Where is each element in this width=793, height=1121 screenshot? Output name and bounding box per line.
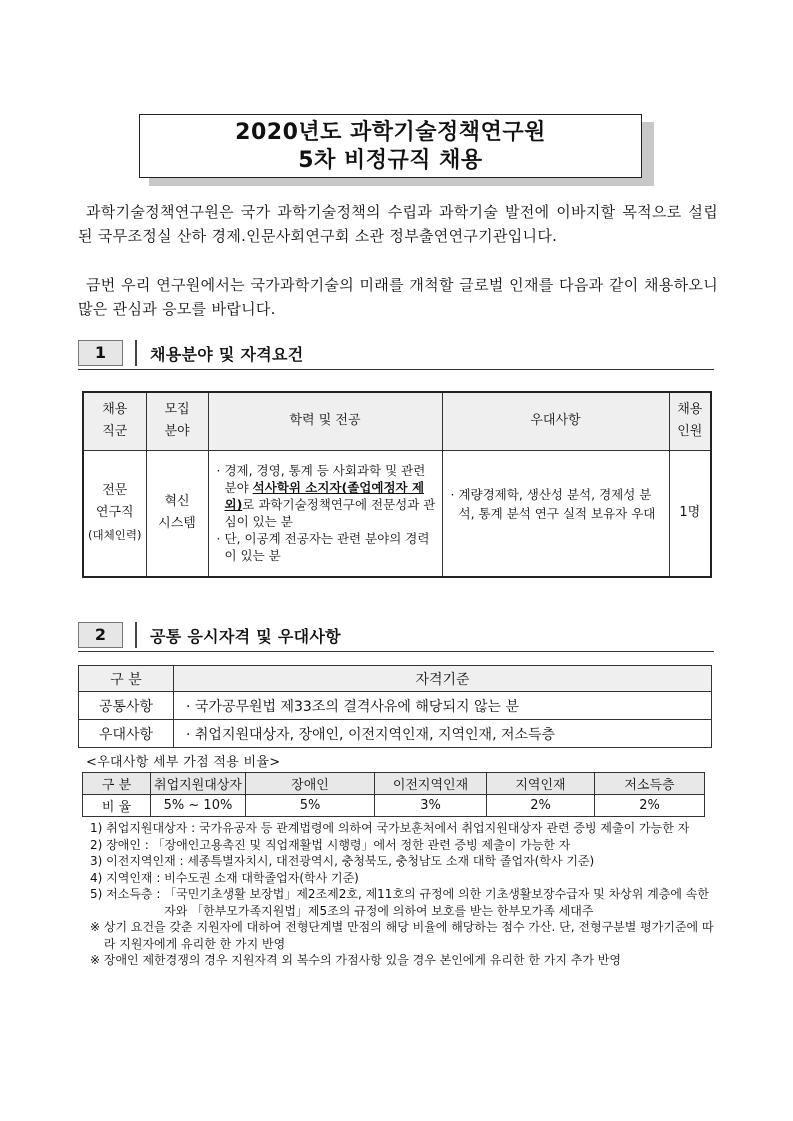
list-item: 5) 저소득층 : 「국민기초생활 보장법」제2조제2호, 제11호의 규정에 의한 기초생활보장수급자 및 차상위 계층에 속한 자와 「한부모가족지원법」제5조의 규정에 의하여 보호를 받는 한부모가족 세대주: [90, 887, 709, 918]
row-label-common: 공통사항: [79, 692, 174, 720]
recruitment-table-header: [83, 392, 711, 450]
education-bullet-1: · 경제, 경영, 통계 등 사회과학 및 관련 분야 석사학위 소지자(졸업예정자 제외)로 과학기술정책연구에 전문성과 관심이 있는 분: [216, 463, 436, 530]
ratio-cell-0: 비 율: [83, 795, 151, 817]
group-label: 전문 연구직: [95, 483, 134, 521]
header-preference: 우대사항: [442, 392, 669, 450]
section-1-header: [78, 340, 714, 370]
ratio-header-0: 구 분: [83, 773, 151, 795]
cell-preference: [442, 450, 669, 577]
header-criteria: 자격기준: [174, 666, 712, 692]
header-category: 구 분: [79, 666, 174, 692]
row-value-preference: · 취업지원대상자, 장애인, 이전지역인재, 지역인재, 저소득층: [174, 720, 712, 748]
title-box: [139, 114, 655, 186]
degree-requirement: 석사학위 소지자(졸업예정자 제외): [224, 480, 425, 513]
list-item: 3) 이전지역인재 : 세종특별자치시, 대전광역시, 충청북도, 충청남도 소재 대학 졸업자(학사 기준): [90, 854, 595, 868]
ratio-cell-2: 5%: [246, 795, 375, 817]
group-sub-label: (대체인력): [88, 528, 142, 543]
table-row: [83, 450, 711, 577]
title-frame: [139, 114, 642, 178]
ratio-header-2: 장애인: [246, 773, 375, 795]
header-field: 모집 분야: [146, 392, 208, 450]
intro-paragraph-2: 금번 우리 연구원에서는 국가과학기술의 미래를 개척할 글로벌 인재를 다음과 같이 채용하오니 많은 관심과 응모를 바랍니다.: [78, 276, 718, 318]
ratio-cell-3: 3%: [375, 795, 487, 817]
bonus-ratio-subtitle: <우대사항 세부 가점 적용 비율>: [86, 755, 281, 770]
row-value-common: · 국가공무원법 제33조의 결격사유에 해당되지 않는 분: [174, 692, 712, 720]
ratio-cell-1: 5% ~ 10%: [151, 795, 246, 817]
section-2-header: [78, 622, 714, 652]
section-2-title: 공통 응시자격 및 우대사항: [150, 627, 341, 646]
qualification-table-header: [79, 666, 712, 692]
list-item: ※ 상기 요건을 갖춘 지원자에 대하여 전형단계별 만점의 해당 비율에 해당하는 점수 가산. 단, 전형구분별 평가기준에 따라 지원자에게 유리한 한 가지 반영: [90, 920, 714, 951]
title-line2: 5차 비정규직 채용: [298, 148, 483, 173]
cell-field: 혁신 시스템: [146, 450, 208, 577]
cell-group: [83, 450, 146, 577]
title-line1: 2020년도 과학기술정책연구원: [235, 120, 546, 145]
header-group: 채용 직군: [83, 392, 146, 450]
education-bullet-2: · 단, 이공계 전공자는 관련 분야의 경력이 있는 분: [216, 531, 430, 564]
list-item: ※ 장애인 제한경쟁의 경우 지원자격 외 복수의 가점사항 있을 경우 본인에게 유리한 한 가지 추가 반영: [90, 953, 621, 967]
header-count: 채용 인원: [669, 392, 711, 450]
notes-list: [90, 820, 715, 969]
cell-count: 1명: [669, 450, 711, 577]
ratio-header-1: 취업지원대상자: [151, 773, 246, 795]
ratio-header-3: 이전지역인재: [375, 773, 487, 795]
preference-bullet: · 계량경제학, 생산성 분석, 경제성 분석, 통계 분석 연구 실적 보유자 우대: [450, 486, 656, 521]
section-2-divider: [135, 622, 137, 648]
list-item: 1) 취업지원대상자 : 국가유공자 등 관계법령에 의하여 국가보훈처에서 취업지원대상자 관련 증빙 제출이 가능한 자: [90, 821, 690, 835]
section-1-title: 채용분야 및 자격요건: [150, 345, 304, 364]
table-row: [79, 720, 712, 748]
list-item: 4) 지역인재 : 비수도권 소재 대학졸업자(학사 기준): [90, 870, 359, 885]
list-item: 2) 장애인 : 「장애인고용촉진 및 직업재활법 시행령」에서 정한 관련 증빙 제출이 가능한 자: [90, 837, 571, 852]
header-education: 학력 및 전공: [208, 392, 442, 450]
section-1-divider: [135, 340, 137, 366]
ratio-cell-4: 2%: [487, 795, 595, 817]
section-2-number: 2: [78, 622, 123, 648]
bonus-ratio-header: [83, 773, 705, 795]
row-label-preference: 우대사항: [79, 720, 174, 748]
ratio-cell-5: 2%: [595, 795, 705, 817]
ratio-header-4: 지역인재: [487, 773, 595, 795]
table-row: [79, 692, 712, 720]
qualification-table: [78, 665, 712, 748]
recruitment-table: [82, 391, 712, 578]
ratio-header-5: 저소득층: [595, 773, 705, 795]
section-1-number: 1: [78, 340, 123, 366]
intro-paragraph-1: 과학기술정책연구원은 국가 과학기술정책의 수립과 과학기술 발전에 이바지할 목적으로 설립된 국무조정실 산하 경제.인문사회연구회 소관 정부출연연구기관입니다.: [78, 203, 718, 245]
cell-education: [208, 450, 442, 577]
bonus-ratio-table: [82, 772, 705, 817]
table-row: [83, 795, 705, 817]
